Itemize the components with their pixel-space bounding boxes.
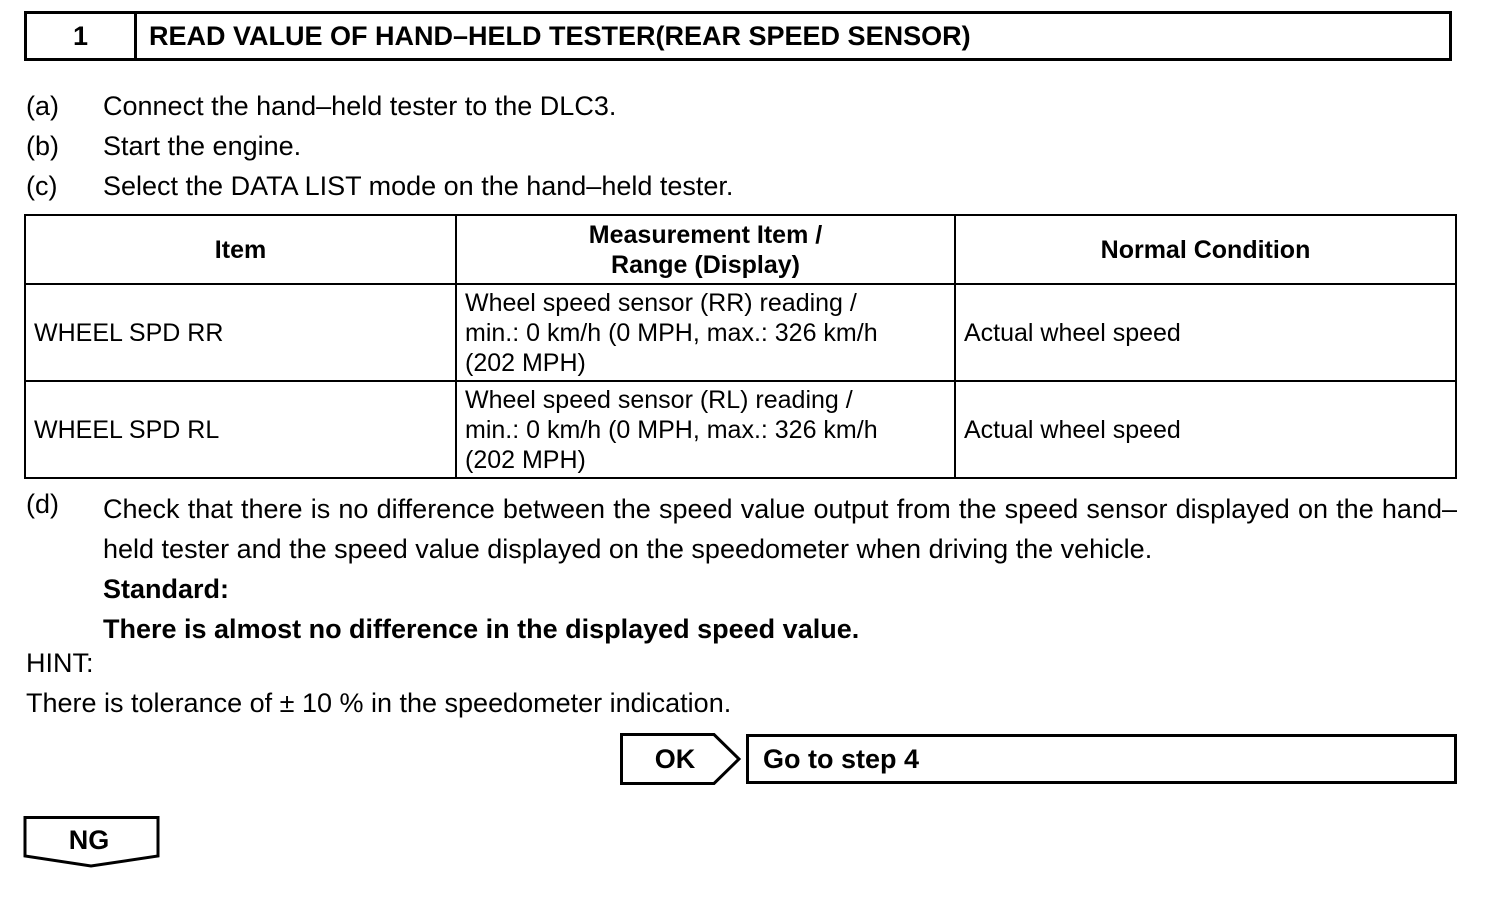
table-header-row — [25, 215, 1456, 284]
procedure-text-b: Start the engine. — [103, 131, 302, 161]
table-row — [25, 381, 1456, 478]
cell-item: WHEEL SPD RL — [25, 381, 456, 478]
procedure-letter-b: (b) — [26, 131, 59, 161]
cell-measurement: Wheel speed sensor (RR) reading / min.: 0 km/h (0 MPH, max.: 326 km/h (202 MPH) — [456, 284, 955, 381]
step-title: READ VALUE OF HAND–HELD TESTER(REAR SPEED SENSOR) — [149, 20, 971, 51]
cell-normal-condition: Actual wheel speed — [955, 381, 1456, 478]
ok-label: OK — [654, 744, 696, 774]
ng-arrow-icon — [22, 816, 162, 868]
header-normal-condition: Normal Condition — [955, 215, 1456, 284]
go-to-step-box — [746, 734, 1457, 784]
hint-text: There is tolerance of ± 10 % in the speedometer indication. — [26, 688, 732, 718]
procedure-text-d — [103, 489, 1457, 649]
procedure-text-c: Select the DATA LIST mode on the hand–held tester. — [103, 171, 734, 201]
standard-text: There is almost no difference in the displayed speed value. — [103, 614, 860, 644]
step-header — [24, 11, 1452, 61]
hint-label: HINT: — [26, 648, 94, 678]
procedure-text-a: Connect the hand–held tester to the DLC3. — [103, 91, 617, 121]
ng-label: NG — [68, 825, 110, 855]
go-to-step-text: Go to step 4 — [763, 743, 920, 774]
table-row — [25, 284, 1456, 381]
procedure-letter-d: (d) — [26, 489, 59, 519]
procedure-letter-c: (c) — [26, 171, 58, 201]
header-item: Item — [25, 215, 456, 284]
cell-item: WHEEL SPD RR — [25, 284, 456, 381]
data-list-table — [24, 214, 1457, 479]
ok-arrow-icon — [620, 733, 742, 785]
procedure-letter-a: (a) — [26, 91, 59, 121]
check-instruction: Check that there is no difference between the speed value output from the speed sensor displayed on the hand–held tester and the speed value displayed on the speedometer when driving the vehicle. — [103, 494, 1457, 564]
cell-measurement: Wheel speed sensor (RL) reading / min.: 0 km/h (0 MPH, max.: 326 km/h (202 MPH) — [456, 381, 955, 478]
standard-label: Standard: — [103, 574, 230, 604]
cell-normal-condition: Actual wheel speed — [955, 284, 1456, 381]
step-number: 1 — [27, 14, 137, 58]
header-measurement: Measurement Item / Range (Display) — [456, 215, 955, 284]
